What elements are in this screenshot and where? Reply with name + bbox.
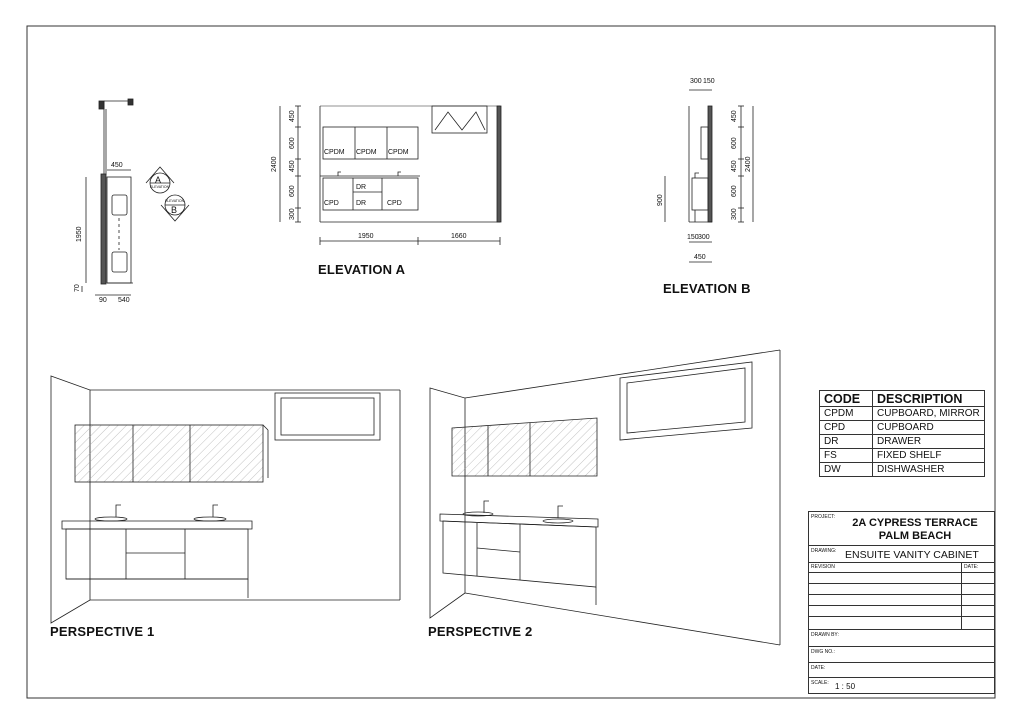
elevation-marker-b-label: B bbox=[171, 205, 178, 215]
title-block-project-row bbox=[809, 512, 994, 546]
elev-a-dim-300: 300 bbox=[289, 208, 296, 220]
title-block-scale-row bbox=[809, 678, 994, 693]
elev-a-code-cpdm-2: CPDM bbox=[356, 149, 377, 156]
elev-a-dim-1950: 1950 bbox=[358, 233, 374, 240]
legend-code: CPDM bbox=[820, 407, 873, 421]
plan-dim-70: 70 bbox=[74, 284, 81, 292]
elevation-marker-a-label: A bbox=[155, 175, 162, 185]
revision-label: REVISION bbox=[811, 564, 835, 570]
legend-header-description: DESCRIPTION bbox=[873, 391, 985, 407]
elev-a-dim-1660: 1660 bbox=[451, 233, 467, 240]
elev-b-dim-300: 300 bbox=[731, 208, 738, 220]
revision-row bbox=[809, 617, 994, 630]
legend-description: FIXED SHELF bbox=[873, 449, 985, 463]
drawing-label: DRAWING: bbox=[811, 548, 837, 554]
revision-row bbox=[809, 573, 994, 584]
elev-b-dim-2400: 2400 bbox=[745, 156, 752, 172]
date-label: DATE: bbox=[811, 665, 826, 671]
project-name bbox=[845, 517, 985, 543]
legend-row bbox=[820, 463, 985, 477]
elev-a-code-cpdm-1: CPDM bbox=[324, 149, 345, 156]
legend-header-row bbox=[820, 391, 985, 407]
legend-row bbox=[820, 407, 985, 421]
project-name-line-2: PALM BEACH bbox=[878, 530, 952, 542]
legend-description: CUPBOARD bbox=[873, 421, 985, 435]
elev-b-dim-300-bottom: 300 bbox=[698, 234, 710, 241]
elev-a-dim-600-low: 600 bbox=[289, 185, 296, 197]
code-legend-table bbox=[819, 390, 985, 477]
elevation-marker-a-text: ELEVATION bbox=[150, 185, 170, 189]
elev-b-dim-600-low: 600 bbox=[731, 185, 738, 197]
elev-a-code-cpd-1: CPD bbox=[324, 200, 339, 207]
legend-description: DISHWASHER bbox=[873, 463, 985, 477]
revision-row bbox=[809, 606, 994, 617]
legend-row bbox=[820, 421, 985, 435]
elev-b-dim-450-mid: 450 bbox=[731, 160, 738, 172]
title-block bbox=[808, 511, 995, 694]
drawing-name: ENSUITE VANITY CABINET bbox=[845, 549, 979, 561]
elev-b-dim-300-top: 300 bbox=[690, 78, 702, 85]
scale-label: SCALE: bbox=[811, 680, 829, 686]
legend-code: DR bbox=[820, 435, 873, 449]
legend-code: FS bbox=[820, 449, 873, 463]
elevation-marker-b-text: ELEVATION bbox=[165, 199, 185, 203]
perspective-1-drawing bbox=[51, 376, 400, 623]
project-label: PROJECT: bbox=[811, 514, 836, 520]
title-block-drawn-by-row bbox=[809, 630, 994, 647]
elev-a-dim-450-mid: 450 bbox=[289, 160, 296, 172]
title-block-dwg-no-row bbox=[809, 647, 994, 663]
legend-header-code: CODE bbox=[820, 391, 873, 407]
plan-view bbox=[82, 99, 189, 295]
revision-row bbox=[809, 584, 994, 595]
plan-dim-450: 450 bbox=[111, 162, 123, 169]
elev-b-dim-150-top: 150 bbox=[703, 78, 715, 85]
title-block-date-row bbox=[809, 663, 994, 678]
legend-description: DRAWER bbox=[873, 435, 985, 449]
drawn-by-label: DRAWN BY: bbox=[811, 632, 839, 638]
legend-row bbox=[820, 435, 985, 449]
revision-row bbox=[809, 595, 994, 606]
elev-b-dim-150-bottom: 150 bbox=[687, 234, 699, 241]
elev-a-dim-600-top: 600 bbox=[289, 137, 296, 149]
project-name-line-1: 2A CYPRESS TERRACE bbox=[852, 517, 978, 529]
elev-a-dim-2400: 2400 bbox=[271, 156, 278, 172]
scale-value: 1 : 50 bbox=[835, 682, 856, 691]
elev-a-dim-450-top: 450 bbox=[289, 110, 296, 122]
elev-b-dim-900: 900 bbox=[657, 194, 664, 206]
title-block-revision-header bbox=[809, 563, 994, 573]
elevation-a-title: ELEVATION A bbox=[318, 262, 406, 277]
perspective-1-title: PERSPECTIVE 1 bbox=[50, 624, 155, 639]
elev-a-code-dr-top: DR bbox=[356, 184, 367, 191]
legend-description: CUPBOARD, MIRROR bbox=[873, 407, 985, 421]
elev-b-dim-600-top: 600 bbox=[731, 137, 738, 149]
elev-a-code-cpdm-3: CPDM bbox=[388, 149, 409, 156]
dwg-no-label: DWG NO.: bbox=[811, 649, 835, 655]
revision-date-divider bbox=[961, 563, 962, 630]
perspective-2-title: PERSPECTIVE 2 bbox=[428, 624, 533, 639]
elevation-b-title: ELEVATION B bbox=[663, 281, 751, 296]
plan-dim-1950: 1950 bbox=[76, 226, 83, 242]
elev-a-code-cpd-2: CPD bbox=[387, 200, 402, 207]
plan-dim-540: 540 bbox=[118, 297, 130, 304]
plan-dim-90: 90 bbox=[99, 297, 107, 304]
elev-a-code-dr: DR bbox=[356, 200, 367, 207]
title-block-drawing-row bbox=[809, 546, 994, 563]
legend-code: CPD bbox=[820, 421, 873, 435]
elev-b-dim-450-top: 450 bbox=[731, 110, 738, 122]
revision-date-label: DATE: bbox=[964, 564, 979, 570]
legend-code: DW bbox=[820, 463, 873, 477]
elev-b-dim-450-bottom: 450 bbox=[694, 254, 706, 261]
elevation-a-drawing bbox=[280, 106, 501, 245]
perspective-2-drawing bbox=[430, 350, 780, 645]
legend-row bbox=[820, 449, 985, 463]
